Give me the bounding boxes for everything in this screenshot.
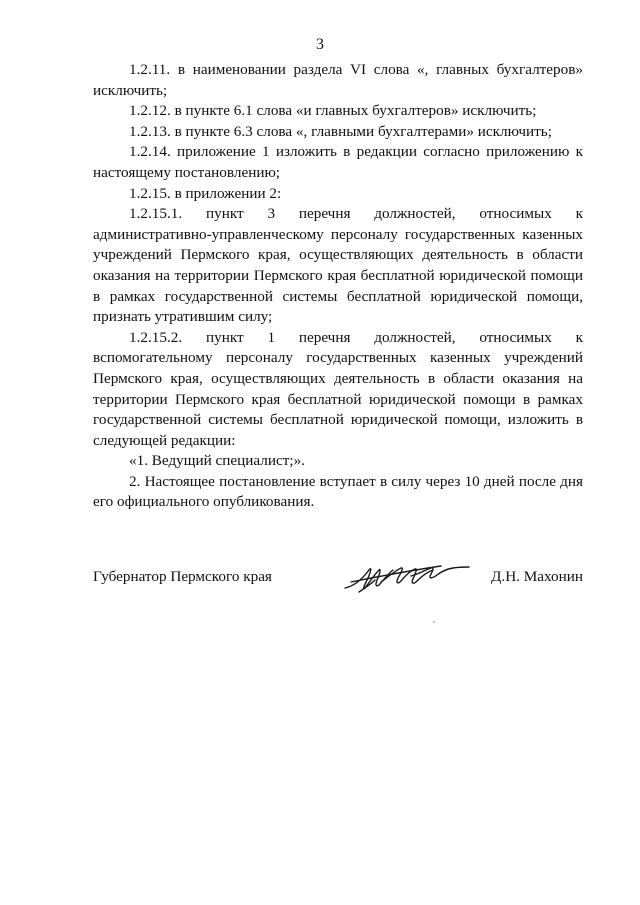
document-body: [93, 60, 583, 513]
paragraph-quoted-item: «1. Ведущий специалист;».: [129, 452, 305, 470]
paragraph-2-effective-date: 2. Настоящее постановление вступает в силу через 10 дней после дня его официального опубликования.: [93, 472, 583, 511]
paragraph-1-2-15-2: 1.2.15.2. пункт 1 перечня должностей, относимых к вспомогательному персоналу государственных казенных учреждений Пермского края, осуществляющих деятельность в области оказания на территории Пермского края бесплатной юридической помощи в рамках государственной системы бесплатной юридической помощи, изложить в следующей редакции:: [93, 328, 583, 449]
paragraph-1-2-11: 1.2.11. в наименовании раздела VI слова «, главных бухгалтеров» исключить;: [93, 61, 583, 99]
paragraph-1-2-15-1: 1.2.15.1. пункт 3 перечня должностей, относимых к административно-управленческому персоналу государственных казенных учреждений Пермского края, осуществляющих деятельность в области оказания на территории Пермского края бесплатной юридической помощи в рамках государственной системы бесплатной юридической помощи, признать утратившим силу;: [93, 205, 583, 326]
paragraph-1-2-15: 1.2.15. в приложении 2:: [129, 184, 282, 202]
paragraph-1-2-13: 1.2.13. в пункте 6.3 слова «, главными бухгалтерами» исключить;: [129, 122, 552, 140]
paragraph-1-2-12: 1.2.12. в пункте 6.1 слова «и главных бухгалтеров» исключить;: [129, 102, 537, 120]
page-number: 3: [316, 36, 324, 53]
paragraph-1-2-14: 1.2.14. приложение 1 изложить в редакции согласно приложению к настоящему постановлению;: [93, 143, 583, 181]
signatory-title: Губернатор Пермского края: [93, 568, 272, 585]
signatory-name: Д.Н. Махонин: [491, 568, 583, 585]
handwritten-signature: [341, 558, 471, 598]
signature-block: [93, 562, 583, 602]
scan-speck: [432, 620, 436, 624]
